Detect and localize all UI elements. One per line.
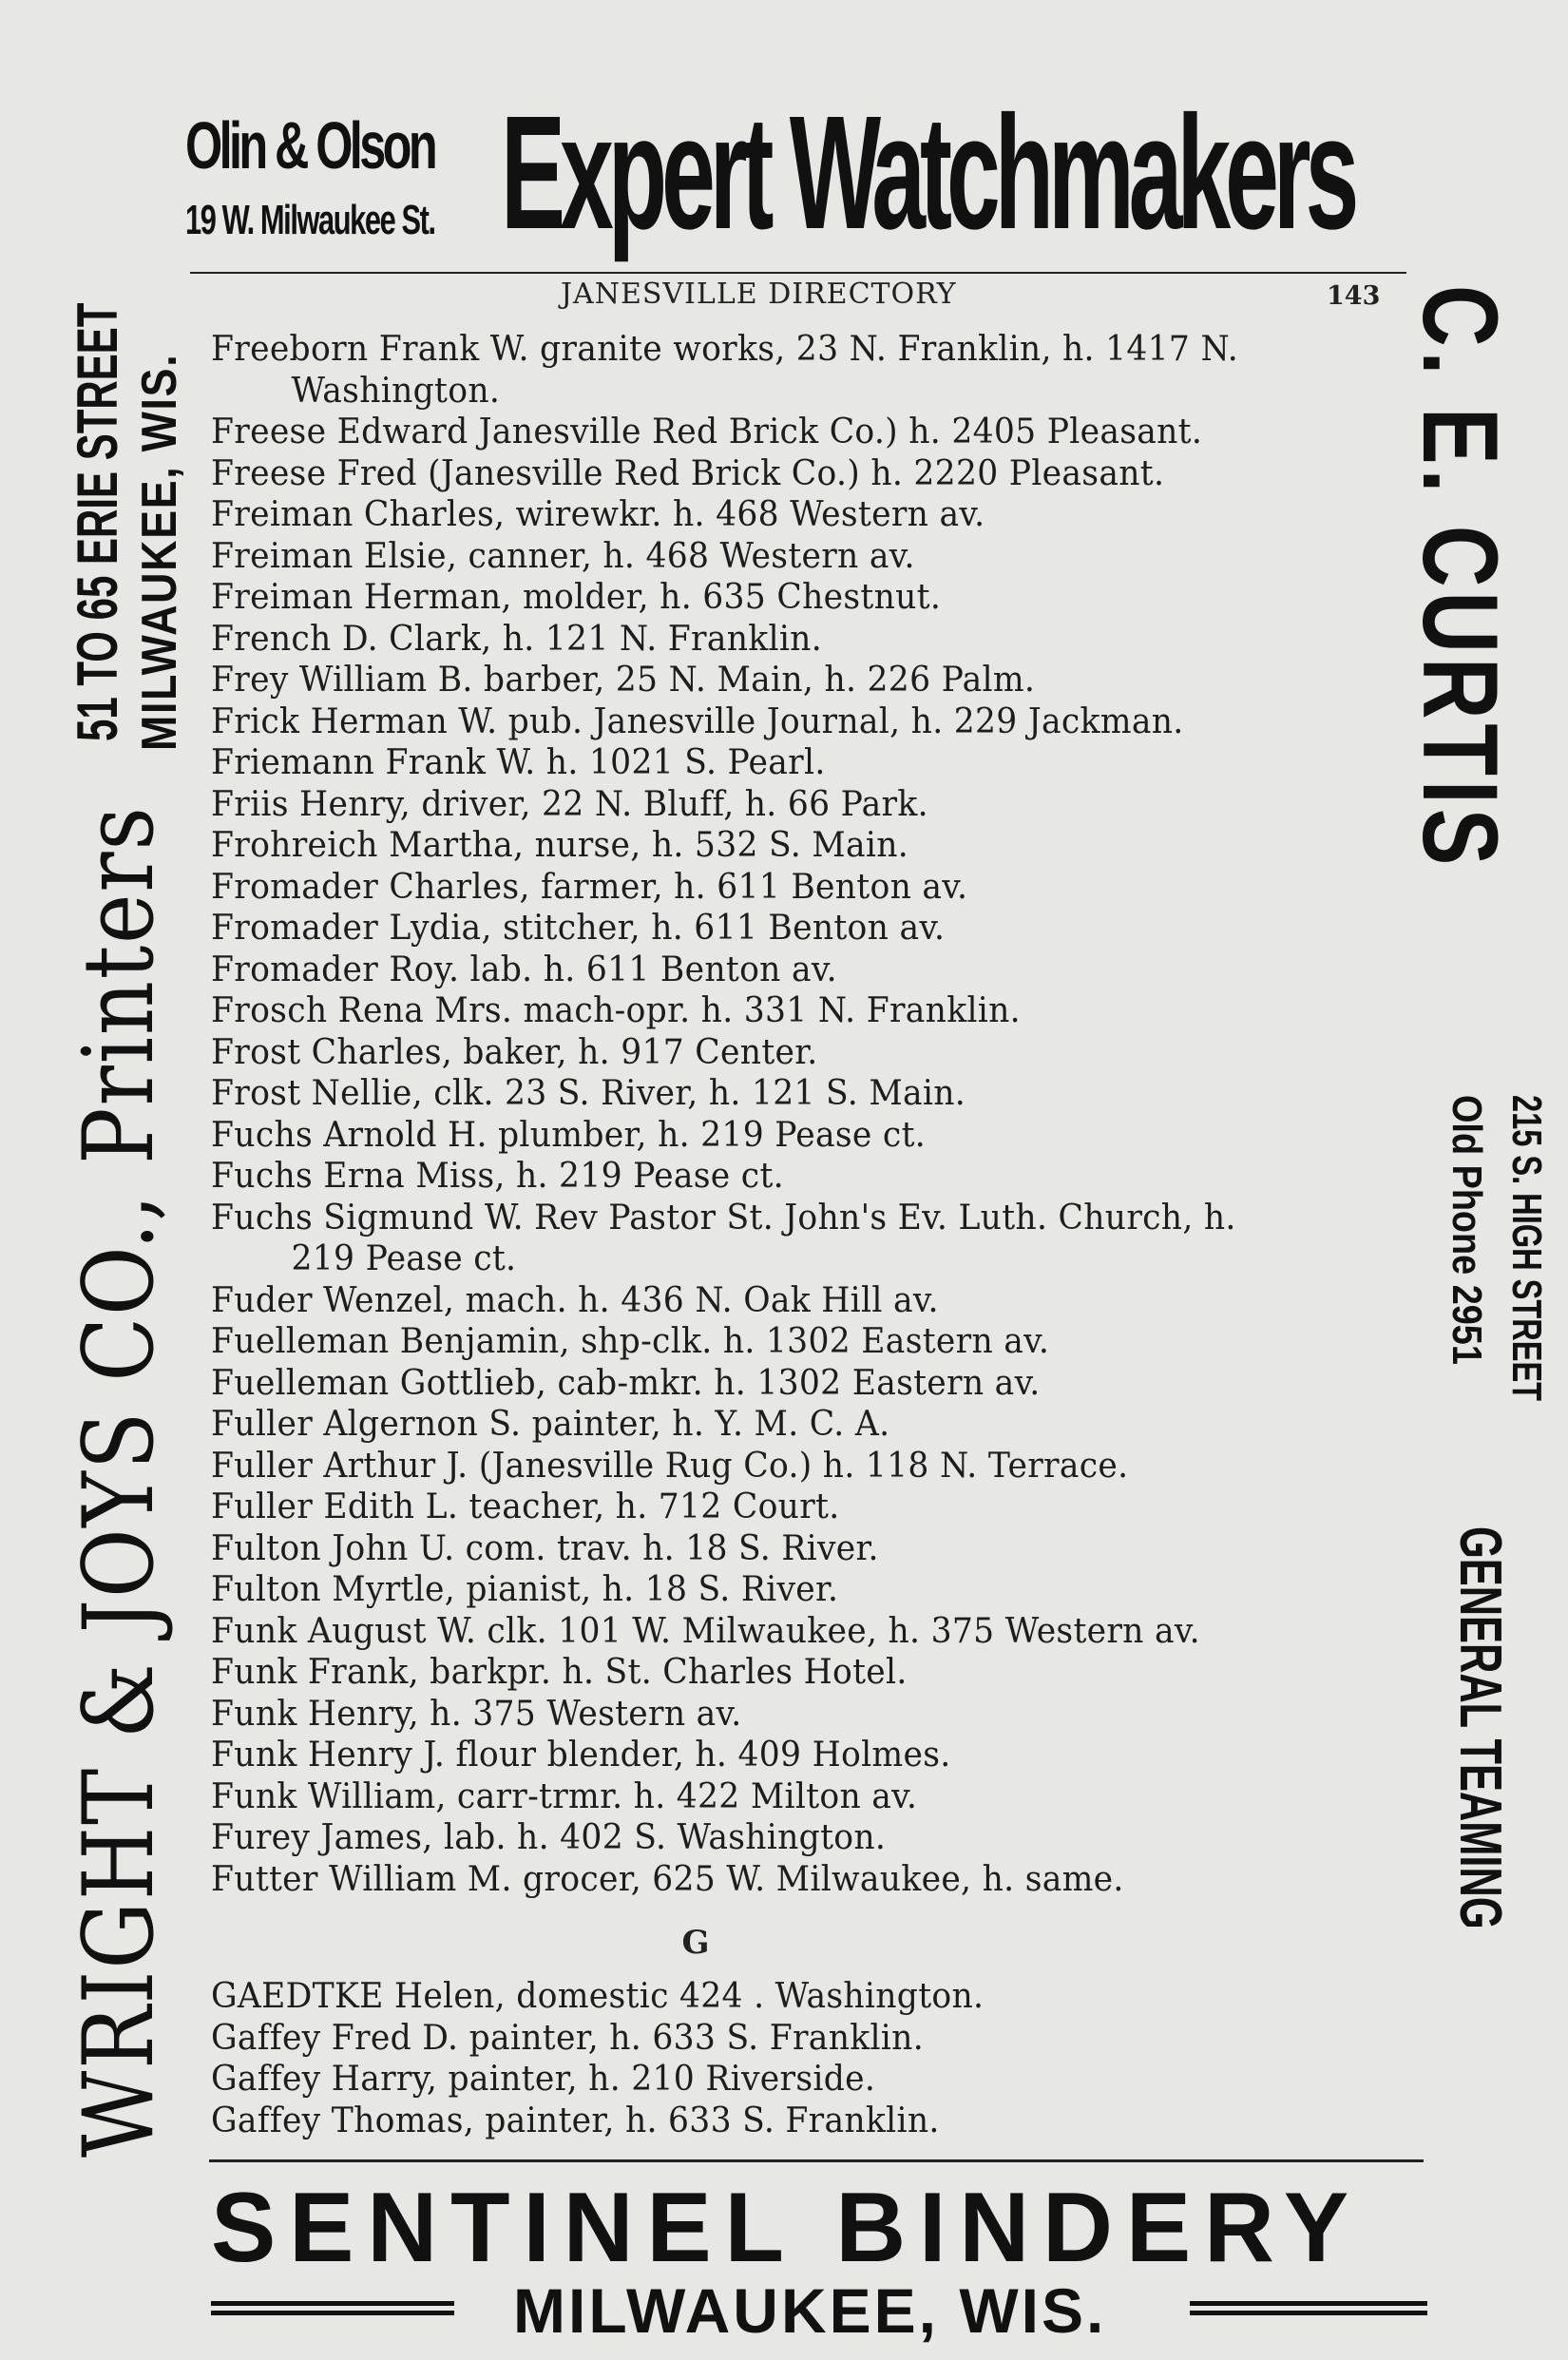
entry-text: Frick Herman W. pub. Janesville Journal, h. 229 Jackman. bbox=[211, 701, 1184, 741]
entry-text: Gaffey Harry, painter, h. 210 Riverside. bbox=[211, 2060, 876, 2099]
entry-text: Friis Henry, driver, 22 N. Bluff, h. 66 Park. bbox=[211, 784, 928, 824]
section-letter: G bbox=[681, 1924, 710, 1962]
entry-text: Frey William B. barber, 25 N. Main, h. 226 Palm. bbox=[211, 661, 1036, 700]
right-ad-phone bbox=[1444, 1095, 1490, 1409]
left-ad-name: WRIGHT & JOYS CO., Printers bbox=[63, 805, 176, 2158]
entry-text: Fulton Myrtle, pianist, h. 18 S. River. bbox=[211, 1570, 839, 1609]
directory-entry bbox=[211, 990, 1351, 1032]
entry-text: Freese Edward Janesville Red Brick Co.) h. 2405 Pleasant. bbox=[211, 413, 1203, 451]
directory-entry bbox=[211, 1073, 1351, 1115]
entry-text: Funk Henry, h. 375 Western av. bbox=[211, 1694, 742, 1734]
directory-listings bbox=[211, 329, 1399, 2141]
directory-entry bbox=[211, 1198, 1351, 1280]
entry-text: GAEDTKE Helen, domestic 424 . Washington. bbox=[211, 1977, 985, 2016]
entry-text: Fromader Charles, farmer, h. 611 Benton av. bbox=[211, 867, 968, 907]
entry-text: Gaffey Fred D. painter, h. 633 S. Franklin. bbox=[211, 2018, 924, 2058]
top-ad-headline: Expert Watchmakers bbox=[501, 83, 1354, 263]
directory-entry bbox=[211, 867, 1351, 909]
directory-entry bbox=[211, 1569, 1351, 1611]
entry-text: Funk August W. clk. 101 W. Milwaukee, h. 375 Western av. bbox=[211, 1611, 1200, 1651]
entry-text: Funk Frank, barkpr. h. St. Charles Hotel. bbox=[211, 1653, 908, 1692]
right-ad-address-text: 215 S. HIGH STREET bbox=[1503, 1095, 1550, 1402]
directory-entry bbox=[211, 1528, 1351, 1570]
entry-text: Gaffey Thomas, painter, h. 633 S. Franklin. bbox=[211, 2101, 940, 2140]
entry-text: Furey James, lab. h. 402 S. Washington. bbox=[211, 1818, 887, 1857]
bottom-rule bbox=[209, 2159, 1424, 2162]
directory-entry bbox=[211, 1652, 1351, 1694]
entry-text: Funk Henry J. flour blender, h. 409 Holmes. bbox=[211, 1736, 951, 1775]
double-rule-right bbox=[1190, 2301, 1427, 2315]
directory-entry bbox=[211, 1735, 1351, 1776]
entry-text: Fuchs Arnold H. plumber, h. 219 Pease ct. bbox=[211, 1115, 927, 1155]
entry-text: Freiman Herman, molder, h. 635 Chestnut. bbox=[211, 578, 942, 617]
directory-entry bbox=[211, 701, 1351, 743]
directory-entry bbox=[211, 2059, 1351, 2101]
entry-text: Futter William M. grocer, 625 W. Milwaukee, h. same. bbox=[211, 1859, 1124, 1899]
directory-entry bbox=[211, 1115, 1351, 1157]
directory-entry bbox=[211, 1976, 1351, 2018]
bottom-ad-city: MILWAUKEE, WIS. bbox=[513, 2275, 1107, 2346]
entry-text: Fromader Roy. lab. h. 611 Benton av. bbox=[211, 950, 837, 989]
directory-entry bbox=[211, 1487, 1351, 1528]
entry-text: Fuller Arthur J. (Janesville Rug Co.) h. 118 N. Terrace. bbox=[211, 1446, 1129, 1486]
entry-text: Frosch Rena Mrs. mach-opr. h. 331 N. Franklin. bbox=[211, 991, 1021, 1030]
top-ad-address: 19 W. Milwaukee St. bbox=[185, 197, 435, 243]
right-ad-name bbox=[1401, 285, 1520, 1016]
entry-continuation: Washington. bbox=[291, 371, 501, 411]
entry-text: Fuchs Erna Miss, h. 219 Pease ct. bbox=[211, 1157, 784, 1196]
entry-text: Fuelleman Gottlieb, cab-mkr. h. 1302 Eastern av. bbox=[211, 1363, 1041, 1403]
entry-text: Freeborn Frank W. granite works, 23 N. Franklin, h. 1417 N. bbox=[211, 330, 1239, 369]
entry-continuation: 219 Pease ct. bbox=[291, 1239, 517, 1278]
directory-entry bbox=[211, 412, 1351, 453]
directory-entry bbox=[211, 2101, 1351, 2142]
right-ad-name-text: C. E. CURTIS bbox=[1401, 285, 1520, 871]
directory-entry bbox=[211, 1817, 1351, 1859]
entry-text: Freiman Elsie, canner, h. 468 Western av. bbox=[211, 536, 915, 576]
top-ad-firm: Olin & Olson bbox=[185, 108, 435, 182]
directory-entry bbox=[211, 1859, 1351, 1901]
right-ad-phone-text: Old Phone 2951 bbox=[1444, 1095, 1490, 1365]
entry-text: Frost Charles, baker, h. 917 Center. bbox=[211, 1032, 818, 1072]
directory-entry bbox=[211, 1321, 1351, 1363]
top-rule bbox=[190, 272, 1406, 274]
entry-text: Fuelleman Benjamin, shp-clk. h. 1302 Eastern av. bbox=[211, 1322, 1050, 1361]
right-ad-service-text: GENERAL TEAMING bbox=[1447, 1526, 1513, 1929]
entry-text: Friemann Frank W. h. 1021 S. Pearl. bbox=[211, 743, 826, 782]
directory-entry bbox=[211, 577, 1351, 619]
directory-entry bbox=[211, 1446, 1351, 1487]
bottom-ad-name: SENTINEL BINDERY bbox=[211, 2173, 1363, 2283]
directory-entry bbox=[211, 1363, 1351, 1405]
running-title: JANESVILLE DIRECTORY bbox=[561, 278, 957, 311]
directory-entry bbox=[211, 1694, 1351, 1736]
left-ad-city-text: MILWAUKEE, WIS. bbox=[132, 353, 187, 751]
directory-entry bbox=[211, 494, 1351, 536]
entry-text: Fuder Wenzel, mach. h. 436 N. Oak Hill av. bbox=[211, 1280, 939, 1320]
directory-entry bbox=[211, 950, 1351, 991]
left-ad-address-text: 51 TO 65 ERIE STREET bbox=[66, 302, 129, 741]
entry-text: Frohreich Martha, nurse, h. 532 S. Main. bbox=[211, 826, 909, 865]
entry-text: Funk William, carr-trmr. h. 422 Milton av. bbox=[211, 1776, 918, 1816]
top-advertisement bbox=[185, 83, 1402, 263]
page-number: 143 bbox=[1327, 281, 1381, 311]
entry-text: Freese Fred (Janesville Red Brick Co.) h. 2220 Pleasant. bbox=[211, 453, 1165, 493]
entry-text: Frost Nellie, clk. 23 S. River, h. 121 S. Main. bbox=[211, 1074, 966, 1113]
entry-text: Fuchs Sigmund W. Rev Pastor St. John's Ev. Luth. Church, h. bbox=[211, 1198, 1236, 1238]
directory-entry bbox=[211, 1776, 1351, 1818]
directory-entry bbox=[211, 1280, 1351, 1322]
right-ad-service bbox=[1447, 1526, 1513, 2101]
entry-text: French D. Clark, h. 121 N. Franklin. bbox=[211, 619, 823, 659]
directory-entry bbox=[211, 2018, 1351, 2060]
entry-text: Fuller Edith L. teacher, h. 712 Court. bbox=[211, 1487, 840, 1526]
directory-entry bbox=[211, 660, 1351, 701]
entry-text: Freiman Charles, wirewkr. h. 468 Western av. bbox=[211, 495, 985, 534]
directory-entry bbox=[211, 825, 1351, 867]
directory-entry bbox=[211, 908, 1351, 950]
entry-text: Fromader Lydia, stitcher, h. 611 Benton av. bbox=[211, 909, 946, 948]
directory-entry bbox=[211, 536, 1351, 578]
right-ad-address bbox=[1503, 1095, 1550, 1508]
directory-entry bbox=[211, 1032, 1351, 1074]
double-rule-left bbox=[211, 2301, 454, 2315]
bottom-ad-city-row bbox=[211, 2274, 1427, 2360]
entry-text: Fulton John U. com. trav. h. 18 S. River. bbox=[211, 1528, 879, 1568]
directory-entry bbox=[211, 742, 1351, 784]
directory-entry bbox=[211, 1156, 1351, 1198]
directory-entry bbox=[211, 784, 1351, 826]
directory-entry bbox=[211, 1404, 1351, 1446]
directory-entry bbox=[211, 619, 1351, 661]
directory-entry bbox=[211, 453, 1351, 495]
directory-entry bbox=[211, 329, 1351, 412]
left-ad-address bbox=[65, 115, 130, 741]
directory-entry bbox=[211, 1611, 1351, 1653]
entry-text: Fuller Algernon S. painter, h. Y. M. C. A. bbox=[211, 1405, 890, 1444]
left-ad-city bbox=[131, 289, 188, 751]
